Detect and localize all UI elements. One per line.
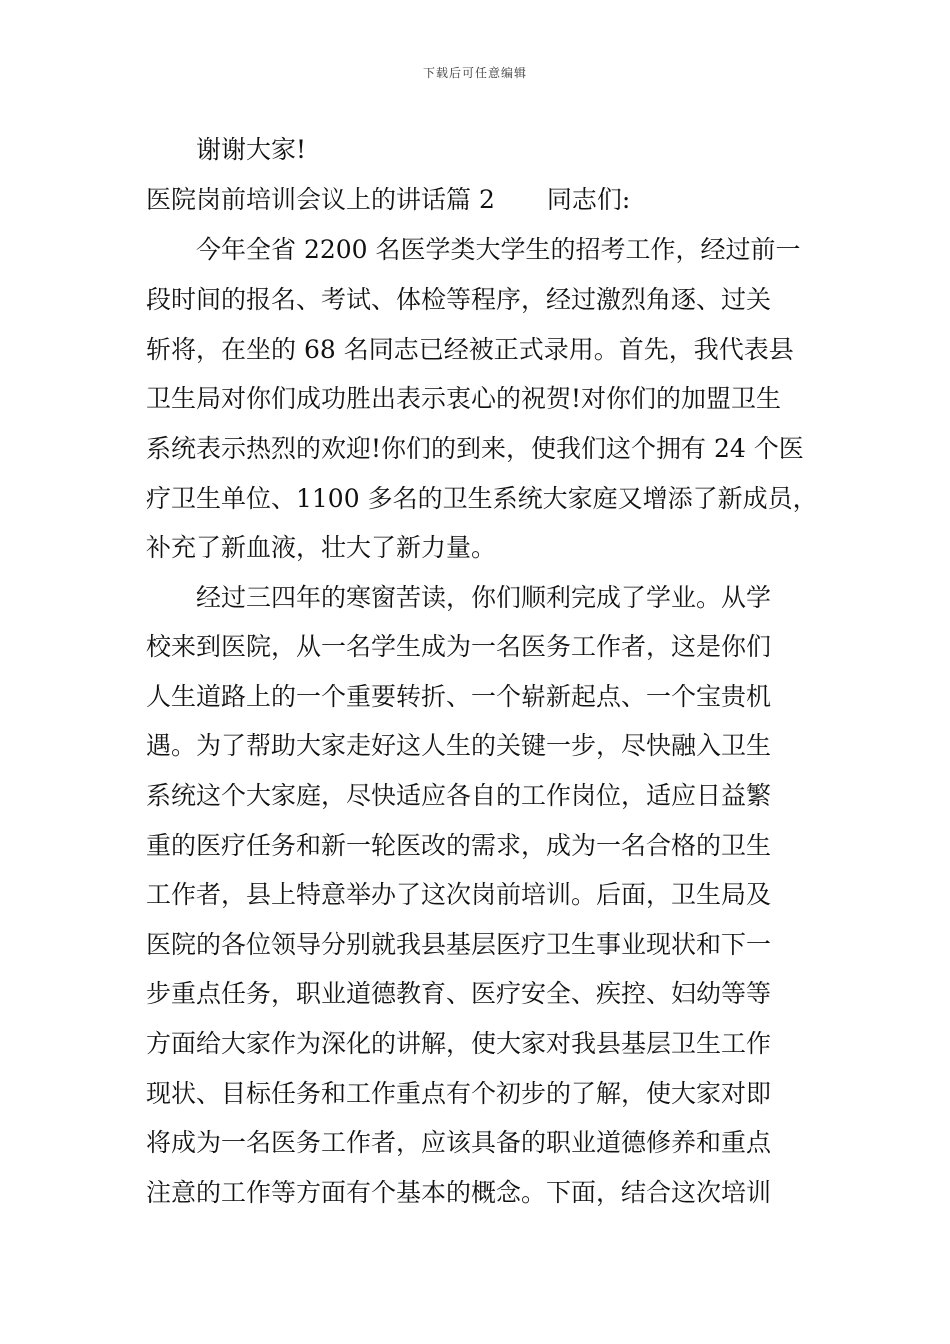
- paragraph-line: 步重点任务，职业道德教育、医疗安全、疾控、妇幼等等: [146, 979, 772, 1008]
- paragraph-line: 段时间的报名、考试、体检等程序，经过激烈角逐、过关: [146, 285, 772, 314]
- paragraph-line: 系统这个大家庭，尽快适应各自的工作岗位，适应日益繁: [146, 781, 772, 810]
- paragraph-line: 重的医疗任务和新一轮医改的需求，成为一名合格的卫生: [146, 831, 772, 860]
- paragraph-line: 斩将，在坐的 68 名同志已经被正式录用。首先，我代表县: [146, 335, 794, 364]
- closing-line: 谢谢大家!: [196, 135, 307, 164]
- paragraph-line: 注意的工作等方面有个基本的概念。下面，结合这次培训: [146, 1178, 772, 1207]
- paragraph-line: 医院的各位领导分别就我县基层医疗卫生事业现状和下一: [146, 930, 772, 959]
- page-header: 下载后可任意编辑: [422, 66, 527, 80]
- paragraph-line: 人生道路上的一个重要转折、一个崭新起点、一个宝贵机: [146, 682, 772, 711]
- paragraph-line: 方面给大家作为深化的讲解，使大家对我县基层卫生工作: [146, 1029, 772, 1058]
- paragraph-line: 将成为一名医务工作者，应该具备的职业道德修养和重点: [146, 1128, 772, 1157]
- paragraph-line: 现状、目标任务和工作重点有个初步的了解，使大家对即: [146, 1079, 772, 1108]
- salutation: 同志们:: [546, 185, 631, 214]
- paragraph-line: 系统表示热烈的欢迎!你们的到来，使我们这个拥有 24 个医: [146, 434, 804, 463]
- paragraph-line: 疗卫生单位、1100 多名的卫生系统大家庭又增添了新成员，: [146, 484, 818, 513]
- paragraph-line: 补充了新血液，壮大了新力量。: [146, 533, 497, 562]
- paragraph-line: 今年全省 2200 名医学类大学生的招考工作，经过前一: [196, 235, 801, 264]
- paragraph-line: 校来到医院，从一名学生成为一名医务工作者，这是你们: [146, 632, 772, 661]
- paragraph-line: 遇。为了帮助大家走好这人生的关键一步，尽快融入卫生: [146, 731, 772, 760]
- paragraph-line: 经过三四年的寒窗苦读，你们顺利完成了学业。从学: [196, 583, 772, 612]
- paragraph-line: 工作者，县上特意举办了这次岗前培训。后面，卫生局及: [146, 880, 772, 909]
- section-heading: [146, 185, 630, 215]
- section-title: 医院岗前培训会议上的讲话篇 2: [146, 185, 495, 214]
- paragraph-line: 卫生局对你们成功胜出表示衷心的祝贺!对你们的加盟卫生: [146, 384, 782, 413]
